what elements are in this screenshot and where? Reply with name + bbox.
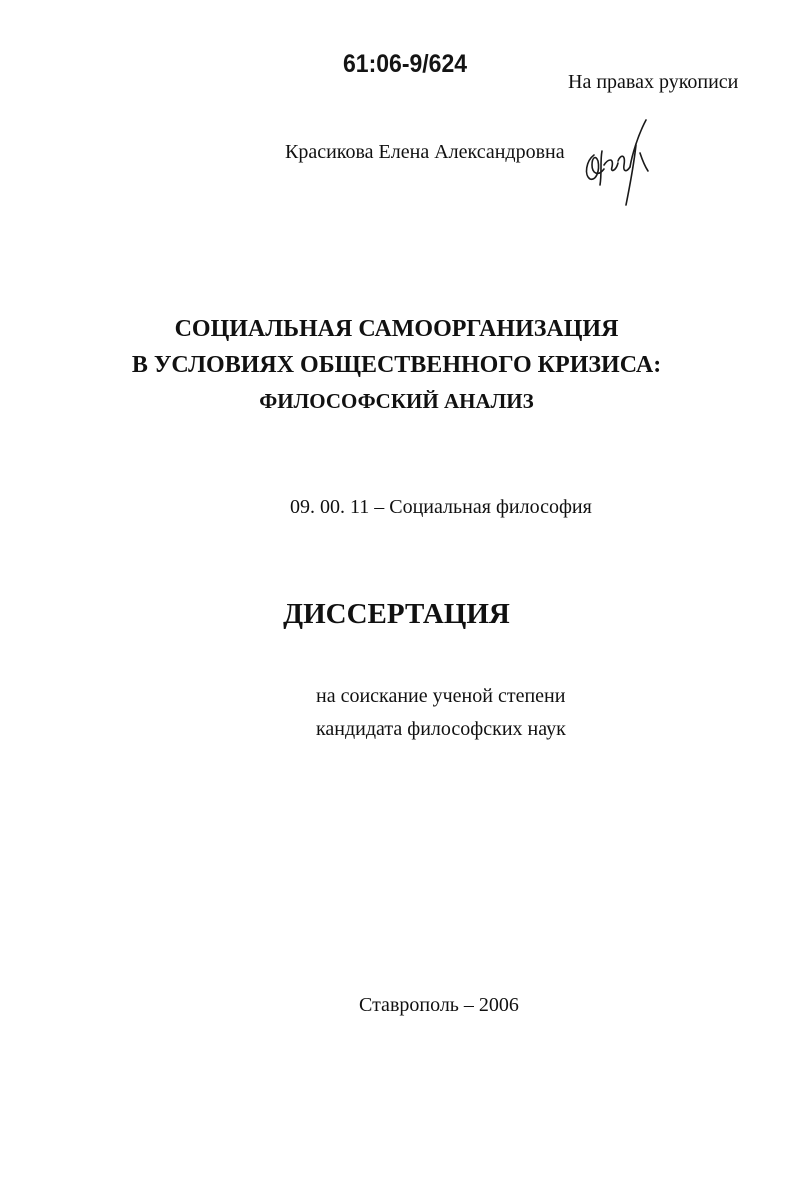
signature-stroke: [640, 153, 648, 171]
signature-stroke: [600, 151, 602, 185]
signature-stroke: [604, 160, 618, 170]
library-stamp-number: 61:06-9/624: [343, 50, 468, 78]
signature-stroke: [626, 145, 636, 205]
title-line-2: В УСЛОВИЯХ ОБЩЕСТВЕННОГО КРИЗИСА:: [131, 352, 662, 378]
signature-stroke: [630, 120, 646, 167]
signature-stroke: [618, 156, 630, 170]
specialty-code: 09. 00. 11 – Социальная философия: [290, 496, 592, 518]
title-line-1: СОЦИАЛЬНАЯ САМООРГАНИЗАЦИЯ: [174, 316, 619, 342]
degree-statement: [316, 680, 566, 746]
author-name: Красикова Елена Александровна: [285, 141, 565, 163]
manuscript-rights-note: На правах рукописи: [568, 71, 739, 93]
handwritten-signature: [578, 115, 658, 210]
degree-line-1: на соискание ученой степени: [316, 685, 566, 707]
document-type-heading: ДИССЕРТАЦИЯ: [283, 598, 510, 630]
title-line-3: ФИЛОСОФСКИЙ АНАЛИЗ: [259, 389, 534, 413]
dissertation-title: [0, 311, 793, 419]
city-and-year: Ставрополь – 2006: [359, 994, 519, 1016]
degree-line-2: кандидата философских наук: [316, 718, 566, 740]
